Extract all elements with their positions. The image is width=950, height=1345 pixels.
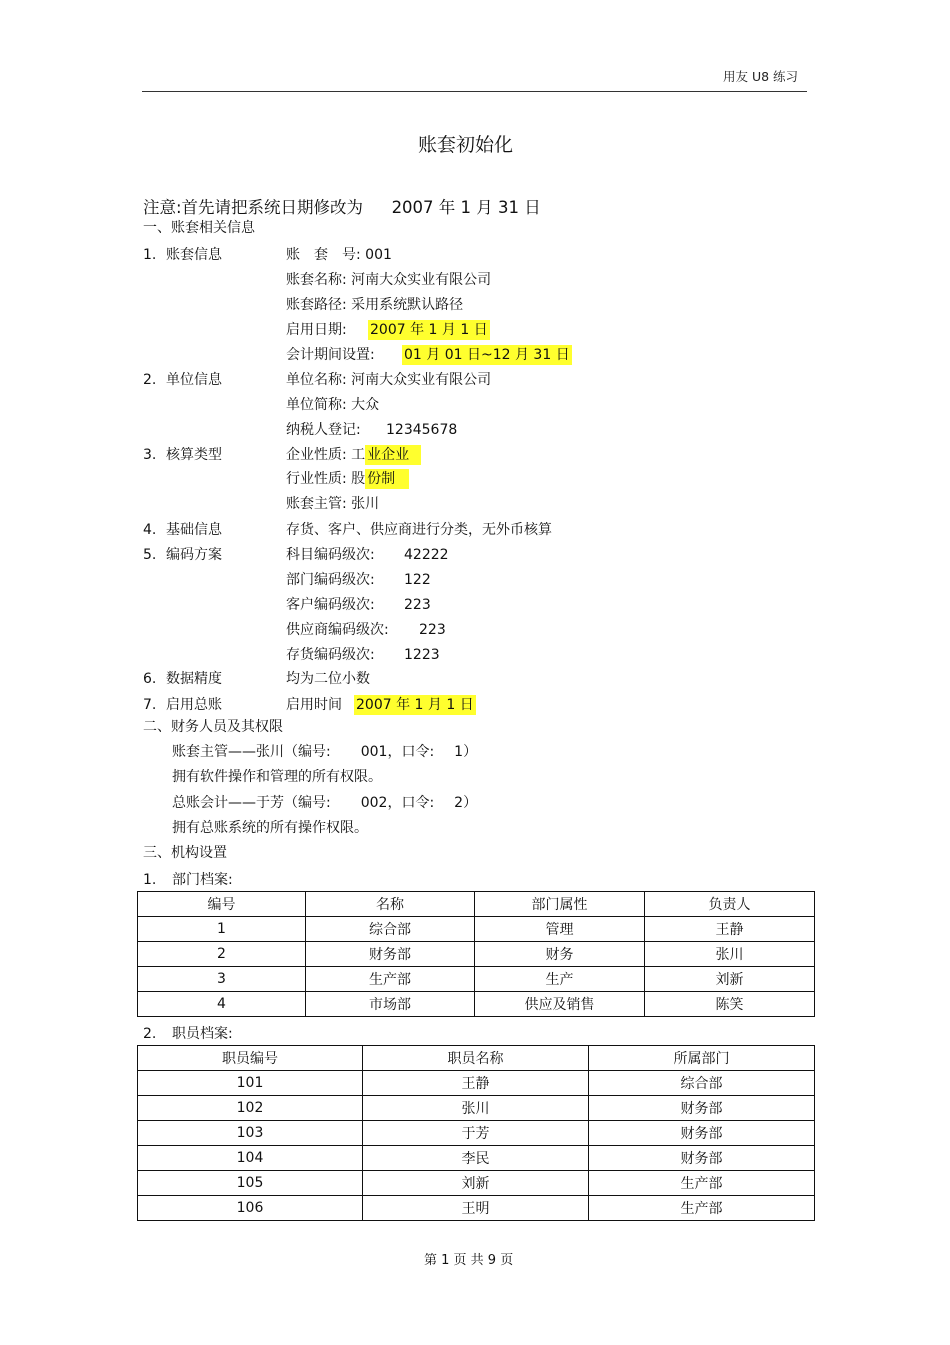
period-label: 会计期间设置: xyxy=(286,347,375,363)
table-cell: 2 xyxy=(138,942,306,967)
table-cell: 102 xyxy=(138,1096,363,1121)
account-name: 账套名称: 河南大众实业有限公司 xyxy=(286,272,492,288)
table-cell: 生产 xyxy=(475,967,645,992)
gl-start-label: 启用时间 xyxy=(286,697,342,713)
coding-label: 存货编码级次: xyxy=(286,647,375,663)
account-supervisor: 账套主管: 张川 xyxy=(286,496,380,512)
table-cell: 生产部 xyxy=(306,967,475,992)
item-7-number: 7. xyxy=(143,697,157,713)
column-header: 所属部门 xyxy=(589,1046,815,1071)
table-cell: 王静 xyxy=(363,1071,589,1096)
industry-type-value: 份制 xyxy=(365,469,409,489)
table-row xyxy=(138,1096,815,1121)
section-2-title: 二、财务人员及其权限 xyxy=(143,719,283,735)
table-row xyxy=(138,1146,815,1171)
item-5-label: 编码方案 xyxy=(166,547,222,563)
period-value: 01 月 01 日~12 月 31 日 xyxy=(404,347,570,363)
table-cell: 综合部 xyxy=(589,1071,815,1096)
page-title: 账套初始化 xyxy=(418,134,514,156)
note-line xyxy=(143,194,541,218)
staff-caption-number: 2. xyxy=(143,1026,157,1042)
start-date-label: 启用日期: xyxy=(286,322,347,338)
coding-value: 122 xyxy=(404,572,431,588)
supervisor-line xyxy=(172,744,477,760)
industry-type xyxy=(286,471,409,487)
item-3-label: 核算类型 xyxy=(166,447,222,463)
page-header-text: 用友 U8 练习 xyxy=(723,69,799,84)
item-6-label: 数据精度 xyxy=(166,671,222,687)
table-cell: 3 xyxy=(138,967,306,992)
table-row xyxy=(138,967,815,992)
item-4-number: 4. xyxy=(143,522,157,538)
table-cell: 104 xyxy=(138,1146,363,1171)
coding-label: 客户编码级次: xyxy=(286,597,375,613)
table-cell: 105 xyxy=(138,1171,363,1196)
section-1-title: 一、账套相关信息 xyxy=(143,220,255,236)
column-header: 名称 xyxy=(306,892,475,917)
table-cell: 生产部 xyxy=(589,1171,815,1196)
table-cell: 4 xyxy=(138,992,306,1017)
coding-label: 供应商编码级次: xyxy=(286,622,389,638)
industry-type-label: 行业性质: 股 xyxy=(286,471,366,487)
basic-info-text: 存货、客户、供应商进行分类，无外币核算 xyxy=(286,522,552,538)
precision-text: 均为二位小数 xyxy=(286,671,370,687)
table-row xyxy=(138,1071,815,1096)
table-cell: 103 xyxy=(138,1121,363,1146)
staff-table xyxy=(137,1045,815,1221)
item-2-label: 单位信息 xyxy=(166,372,222,388)
item-4-label: 基础信息 xyxy=(166,522,222,538)
table-row xyxy=(138,917,815,942)
company-name: 单位名称: 河南大众实业有限公司 xyxy=(286,372,492,388)
enterprise-type xyxy=(286,447,421,463)
table-cell: 101 xyxy=(138,1071,363,1096)
table-cell: 财务部 xyxy=(306,942,475,967)
supervisor-permission: 拥有软件操作和管理的所有权限。 xyxy=(172,769,382,785)
table-cell: 财务 xyxy=(475,942,645,967)
table-cell: 张川 xyxy=(363,1096,589,1121)
table-cell: 刘新 xyxy=(363,1171,589,1196)
table-cell: 生产部 xyxy=(589,1196,815,1221)
gl-accountant-id: 002，口令: xyxy=(360,795,435,811)
taxpayer-value: 12345678 xyxy=(386,422,458,438)
gl-start-value: 2007 年 1 月 1 日 xyxy=(356,697,474,713)
coding-label: 科目编码级次: xyxy=(286,547,375,563)
table-cell: 管理 xyxy=(475,917,645,942)
table-cell: 1 xyxy=(138,917,306,942)
table-cell: 综合部 xyxy=(306,917,475,942)
staff-caption: 职员档案: xyxy=(172,1026,233,1042)
table-row xyxy=(138,1196,815,1221)
table-row xyxy=(138,992,815,1017)
column-header: 编号 xyxy=(138,892,306,917)
dept-caption: 部门档案: xyxy=(172,872,233,888)
table-cell: 106 xyxy=(138,1196,363,1221)
item-1-number: 1. xyxy=(143,247,157,263)
company-short-name: 单位简称: 大众 xyxy=(286,397,380,413)
column-header: 职员名称 xyxy=(363,1046,589,1071)
item-7-label: 启用总账 xyxy=(166,697,222,713)
supervisor-role: 账套主管——张川（编号: xyxy=(172,744,331,760)
table-cell: 李民 xyxy=(363,1146,589,1171)
column-header: 职员编号 xyxy=(138,1046,363,1071)
note-prefix: 注意:首先请把系统日期修改为 xyxy=(143,198,364,217)
table-cell: 刘新 xyxy=(645,967,815,992)
table-cell: 王静 xyxy=(645,917,815,942)
item-1-label: 账套信息 xyxy=(166,247,222,263)
coding-value: 223 xyxy=(419,622,446,638)
account-path: 账套路径: 采用系统默认路径 xyxy=(286,297,464,313)
gl-accountant-role: 总账会计——于芳（编号: xyxy=(172,795,331,811)
table-cell: 财务部 xyxy=(589,1096,815,1121)
table-row xyxy=(138,1121,815,1146)
coding-label: 部门编码级次: xyxy=(286,572,375,588)
gl-accountant-permission: 拥有总账系统的所有操作权限。 xyxy=(172,820,368,836)
table-cell: 于芳 xyxy=(363,1121,589,1146)
gl-accountant-password: 2） xyxy=(454,795,478,811)
header-divider xyxy=(142,91,807,92)
section-3-title: 三、机构设置 xyxy=(143,845,227,861)
start-date-value: 2007 年 1 月 1 日 xyxy=(370,322,488,338)
table-header-row xyxy=(138,892,815,917)
item-3-number: 3. xyxy=(143,447,157,463)
gl-accountant-line xyxy=(172,795,477,811)
table-cell: 财务部 xyxy=(589,1146,815,1171)
enterprise-type-value: 业企业 xyxy=(365,445,421,465)
item-2-number: 2. xyxy=(143,372,157,388)
table-cell: 供应及销售 xyxy=(475,992,645,1017)
item-6-number: 6. xyxy=(143,671,157,687)
table-cell: 陈笑 xyxy=(645,992,815,1017)
supervisor-id: 001，口令: xyxy=(360,744,435,760)
table-row xyxy=(138,1171,815,1196)
account-number: 账 套 号: 001 xyxy=(286,247,392,263)
department-table xyxy=(137,891,815,1017)
coding-value: 1223 xyxy=(404,647,440,663)
table-cell: 财务部 xyxy=(589,1121,815,1146)
item-5-number: 5. xyxy=(143,547,157,563)
table-header-row xyxy=(138,1046,815,1071)
note-date: 2007 年 1 月 31 日 xyxy=(391,198,541,217)
table-cell: 市场部 xyxy=(306,992,475,1017)
table-row xyxy=(138,942,815,967)
taxpayer-label: 纳税人登记: xyxy=(286,422,361,438)
coding-value: 42222 xyxy=(404,547,449,563)
column-header: 负责人 xyxy=(645,892,815,917)
coding-value: 223 xyxy=(404,597,431,613)
enterprise-type-label: 企业性质: 工 xyxy=(286,447,366,463)
page-footer: 第 1 页 共 9 页 xyxy=(424,1253,514,1268)
dept-caption-number: 1. xyxy=(143,872,157,888)
table-cell: 张川 xyxy=(645,942,815,967)
column-header: 部门属性 xyxy=(475,892,645,917)
table-cell: 王明 xyxy=(363,1196,589,1221)
supervisor-password: 1） xyxy=(454,744,478,760)
